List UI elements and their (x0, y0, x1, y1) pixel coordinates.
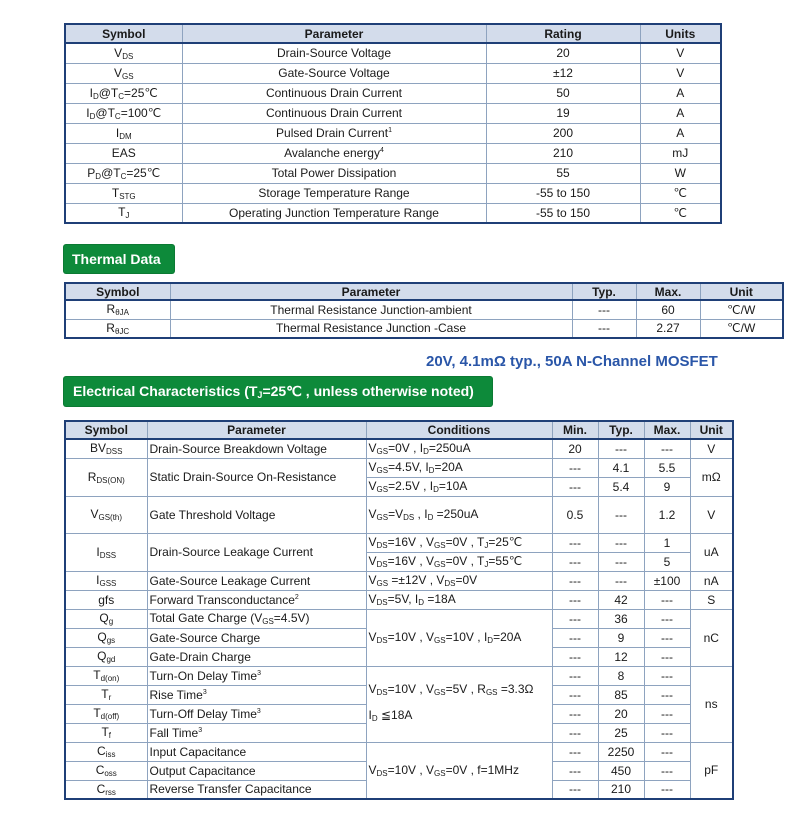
table-header-row (65, 24, 721, 43)
parameter-cell: Static Drain-Source On-Resistance (147, 458, 366, 496)
parameter-cell: Turn-Off Delay Time$^3$ (147, 704, 366, 723)
table-row (65, 571, 733, 590)
thermal-data-table (64, 282, 784, 339)
parameter-cell: Thermal Resistance Junction -Case (170, 319, 572, 338)
rating-cell: 200 (486, 123, 640, 143)
symbol-cell: $V_{GS(th)}$ (65, 496, 147, 533)
units-cell: W (640, 163, 721, 183)
min-cell: --- (552, 552, 598, 571)
unit-cell: V (690, 439, 733, 458)
unit-cell: uA (690, 533, 733, 571)
conditions-cell: $V_{DS}=10V$ , $V_{GS}=5V$ , $R_{GS} =3.3\Omega$ $I_D$ ≦18A (366, 666, 552, 742)
units-cell: V (640, 63, 721, 83)
conditions-cell: $V_{DS}=5V$, $I_D =18A$ (366, 590, 552, 609)
parameter-cell: Gate-Source Leakage Current (147, 571, 366, 590)
rating-cell: 50 (486, 83, 640, 103)
symbol-cell: $R_{DS(ON)}$ (65, 458, 147, 496)
unit-cell: nC (690, 609, 733, 666)
table-row (65, 123, 721, 143)
absolute-max-ratings-table (64, 23, 722, 224)
parameter-cell: Continuous Drain Current (182, 103, 486, 123)
typ-cell: 12 (598, 647, 644, 666)
typ-cell: 42 (598, 590, 644, 609)
max-cell: 5 (644, 552, 690, 571)
conditions-cell: $V_{GS}=V_{DS}$ , $I_D =250uA$ (366, 496, 552, 533)
typ-cell: --- (598, 552, 644, 571)
min-cell: --- (552, 533, 598, 552)
symbol-cell: $T_{d(off)}$ (65, 704, 147, 723)
parameter-cell: Storage Temperature Range (182, 183, 486, 203)
table-row (65, 533, 733, 552)
banner-text-b: =25℃ , unless otherwise noted) (262, 383, 474, 399)
header-parameter: Parameter (182, 24, 486, 43)
table-row (65, 103, 721, 123)
symbol-cell: $Q_g$ (65, 609, 147, 628)
max-cell: --- (644, 439, 690, 458)
header-symbol: Symbol (65, 283, 170, 300)
typ-cell: --- (598, 571, 644, 590)
max-cell: 9 (644, 477, 690, 496)
table-row (65, 43, 721, 63)
parameter-cell: Operating Junction Temperature Range (182, 203, 486, 223)
max-cell: --- (644, 685, 690, 704)
max-cell: --- (644, 704, 690, 723)
symbol-cell: $Q_{gs}$ (65, 628, 147, 647)
parameter-cell: Drain-Source Breakdown Voltage (147, 439, 366, 458)
typ-cell: 5.4 (598, 477, 644, 496)
symbol-cell: $BV_{DSS}$ (65, 439, 147, 458)
min-cell: --- (552, 609, 598, 628)
min-cell: --- (552, 742, 598, 761)
typ-cell: 9 (598, 628, 644, 647)
table-row (65, 458, 733, 477)
min-cell: --- (552, 590, 598, 609)
typ-cell: --- (598, 533, 644, 552)
symbol-cell: EAS (65, 143, 182, 163)
table-row (65, 609, 733, 628)
min-cell: --- (552, 647, 598, 666)
typ-cell: 36 (598, 609, 644, 628)
min-cell: --- (552, 571, 598, 590)
header-unit: Unit (700, 283, 783, 300)
abs-max-body (65, 43, 721, 223)
parameter-cell: Gate-Drain Charge (147, 647, 366, 666)
table-row (65, 143, 721, 163)
parameter-cell: Output Capacitance (147, 761, 366, 780)
table-row (65, 590, 733, 609)
parameter-cell: Thermal Resistance Junction-ambient (170, 300, 572, 319)
max-cell: --- (644, 723, 690, 742)
typ-cell: 210 (598, 780, 644, 799)
symbol-cell: $C_{oss}$ (65, 761, 147, 780)
symbol-cell: $C_{rss}$ (65, 780, 147, 799)
unit-cell: pF (690, 742, 733, 799)
max-cell: --- (644, 780, 690, 799)
header-symbol: Symbol (65, 24, 182, 43)
unit-cell: ℃/W (700, 300, 783, 319)
symbol-cell: $R_{\theta JC}$ (65, 319, 170, 338)
rating-cell: -55 to 150 (486, 183, 640, 203)
table-row (65, 439, 733, 458)
table-header-row (65, 421, 733, 439)
typ-cell: 8 (598, 666, 644, 685)
rating-cell: ±12 (486, 63, 640, 83)
parameter-cell: Drain-Source Leakage Current (147, 533, 366, 571)
header-max: Max. (636, 283, 700, 300)
unit-cell: S (690, 590, 733, 609)
rating-cell: 55 (486, 163, 640, 183)
table-row (65, 319, 783, 338)
units-cell: ℃ (640, 183, 721, 203)
header-typ: Typ. (572, 283, 636, 300)
min-cell: --- (552, 780, 598, 799)
parameter-cell: Total Power Dissipation (182, 163, 486, 183)
table-row (65, 300, 783, 319)
min-cell: --- (552, 477, 598, 496)
unit-cell: ℃/W (700, 319, 783, 338)
thermal-body (65, 300, 783, 338)
symbol-cell: $T_{d(on)}$ (65, 666, 147, 685)
max-cell: --- (644, 609, 690, 628)
header-unit: Unit (690, 421, 733, 439)
max-cell: --- (644, 666, 690, 685)
header-min: Min. (552, 421, 598, 439)
min-cell: --- (552, 761, 598, 780)
symbol-cell: $T_{STG}$ (65, 183, 182, 203)
min-cell: --- (552, 685, 598, 704)
symbol-cell: $V_{GS}$ (65, 63, 182, 83)
min-cell: --- (552, 628, 598, 647)
symbol-cell: $R_{\theta JA}$ (65, 300, 170, 319)
symbol-cell: $T_r$ (65, 685, 147, 704)
units-cell: V (640, 43, 721, 63)
conditions-cell: $V_{DS}=10V$ , $V_{GS}=10V$ , $I_D=20A$ (366, 609, 552, 666)
typ-cell: 85 (598, 685, 644, 704)
symbol-cell: $I_D@T_C=25℃$ (65, 83, 182, 103)
conditions-cell: $V_{DS}=10V$ , $V_{GS}=0V$ , f=1MHz (366, 742, 552, 799)
typ-cell: 450 (598, 761, 644, 780)
electrical-characteristics-banner (64, 377, 492, 406)
conditions-cell: $V_{DS}=16V$ , $V_{GS}=0V$ , $T_J=25℃$ (366, 533, 552, 552)
banner-text-a: Electrical Characteristics (T (73, 383, 258, 399)
electrical-body (65, 439, 733, 799)
header-parameter: Parameter (170, 283, 572, 300)
max-cell: --- (644, 628, 690, 647)
electrical-characteristics-table (64, 420, 734, 800)
symbol-cell: $C_{iss}$ (65, 742, 147, 761)
rating-cell: 20 (486, 43, 640, 63)
unit-cell: V (690, 496, 733, 533)
table-header-row (65, 283, 783, 300)
header-typ: Typ. (598, 421, 644, 439)
min-cell: --- (552, 704, 598, 723)
units-cell: A (640, 103, 721, 123)
min-cell: 20 (552, 439, 598, 458)
device-subtitle: 20V, 4.1mΩ typ., 50A N-Channel MOSFET (426, 353, 718, 370)
typ-cell: 4.1 (598, 458, 644, 477)
symbol-cell: $T_f$ (65, 723, 147, 742)
conditions-cell: $V_{GS}=2.5V$ , $I_D=10A$ (366, 477, 552, 496)
thermal-banner-text: Thermal Data (72, 251, 161, 267)
rating-cell: 19 (486, 103, 640, 123)
parameter-cell: Rise Time$^3$ (147, 685, 366, 704)
header-max: Max. (644, 421, 690, 439)
table-row (65, 496, 733, 533)
typ-cell: 2250 (598, 742, 644, 761)
parameter-cell: Input Capacitance (147, 742, 366, 761)
typ-cell: --- (598, 439, 644, 458)
units-cell: ℃ (640, 203, 721, 223)
parameter-cell: Gate-Source Charge (147, 628, 366, 647)
conditions-cell: $V_{GS} =\pm 12V$ , $V_{DS}=0V$ (366, 571, 552, 590)
banner-text-sub: J (257, 390, 263, 400)
header-symbol: Symbol (65, 421, 147, 439)
unit-cell: nA (690, 571, 733, 590)
header-conditions: Conditions (366, 421, 552, 439)
table-row (65, 203, 721, 223)
conditions-cell: $V_{DS}=16V$ , $V_{GS}=0V$ , $T_J=55℃$ (366, 552, 552, 571)
typ-cell: 25 (598, 723, 644, 742)
table-row (65, 666, 733, 685)
parameter-cell: Turn-On Delay Time$^3$ (147, 666, 366, 685)
symbol-cell: $P_D@T_C=25℃$ (65, 163, 182, 183)
table-row (65, 163, 721, 183)
units-cell: A (640, 83, 721, 103)
symbol-cell: $V_{DS}$ (65, 43, 182, 63)
parameter-cell: Pulsed Drain Current$^1$ (182, 123, 486, 143)
conditions-cell: $V_{GS}=0V$ , $I_D=250uA$ (366, 439, 552, 458)
parameter-cell: Reverse Transfer Capacitance (147, 780, 366, 799)
header-parameter: Parameter (147, 421, 366, 439)
symbol-cell: $I_{DSS}$ (65, 533, 147, 571)
max-cell: --- (644, 742, 690, 761)
table-row (65, 183, 721, 203)
min-cell: --- (552, 723, 598, 742)
typ-cell: 20 (598, 704, 644, 723)
max-cell: --- (644, 647, 690, 666)
parameter-cell: Continuous Drain Current (182, 83, 486, 103)
typ-cell: --- (598, 496, 644, 533)
max-cell: 60 (636, 300, 700, 319)
parameter-cell: Gate Threshold Voltage (147, 496, 366, 533)
unit-cell: ns (690, 666, 733, 742)
max-cell: --- (644, 761, 690, 780)
symbol-cell: gfs (65, 590, 147, 609)
max-cell: 2.27 (636, 319, 700, 338)
max-cell: 1 (644, 533, 690, 552)
header-units: Units (640, 24, 721, 43)
thermal-data-banner (64, 245, 174, 273)
parameter-cell: Avalanche energy$^4$ (182, 143, 486, 163)
parameter-cell: Drain-Source Voltage (182, 43, 486, 63)
parameter-cell: Forward Transconductance$^2$ (147, 590, 366, 609)
symbol-cell: $I_{DM}$ (65, 123, 182, 143)
table-row (65, 63, 721, 83)
units-cell: mJ (640, 143, 721, 163)
rating-cell: 210 (486, 143, 640, 163)
min-cell: --- (552, 666, 598, 685)
parameter-cell: Fall Time$^3$ (147, 723, 366, 742)
header-rating: Rating (486, 24, 640, 43)
max-cell: 5.5 (644, 458, 690, 477)
symbol-cell: $I_{GSS}$ (65, 571, 147, 590)
table-row (65, 742, 733, 761)
parameter-cell: Gate-Source Voltage (182, 63, 486, 83)
table-row (65, 83, 721, 103)
unit-cell: mΩ (690, 458, 733, 496)
min-cell: --- (552, 458, 598, 477)
units-cell: A (640, 123, 721, 143)
symbol-cell: $I_D@T_C=100℃$ (65, 103, 182, 123)
max-cell: ±100 (644, 571, 690, 590)
parameter-cell: Total Gate Charge $(V_{GS}=4.5V)$ (147, 609, 366, 628)
max-cell: --- (644, 590, 690, 609)
symbol-cell: $T_J$ (65, 203, 182, 223)
max-cell: 1.2 (644, 496, 690, 533)
symbol-cell: $Q_{gd}$ (65, 647, 147, 666)
rating-cell: -55 to 150 (486, 203, 640, 223)
typ-cell: --- (572, 300, 636, 319)
typ-cell: --- (572, 319, 636, 338)
conditions-cell: $V_{GS}=4.5V$, $I_D=20A$ (366, 458, 552, 477)
min-cell: 0.5 (552, 496, 598, 533)
